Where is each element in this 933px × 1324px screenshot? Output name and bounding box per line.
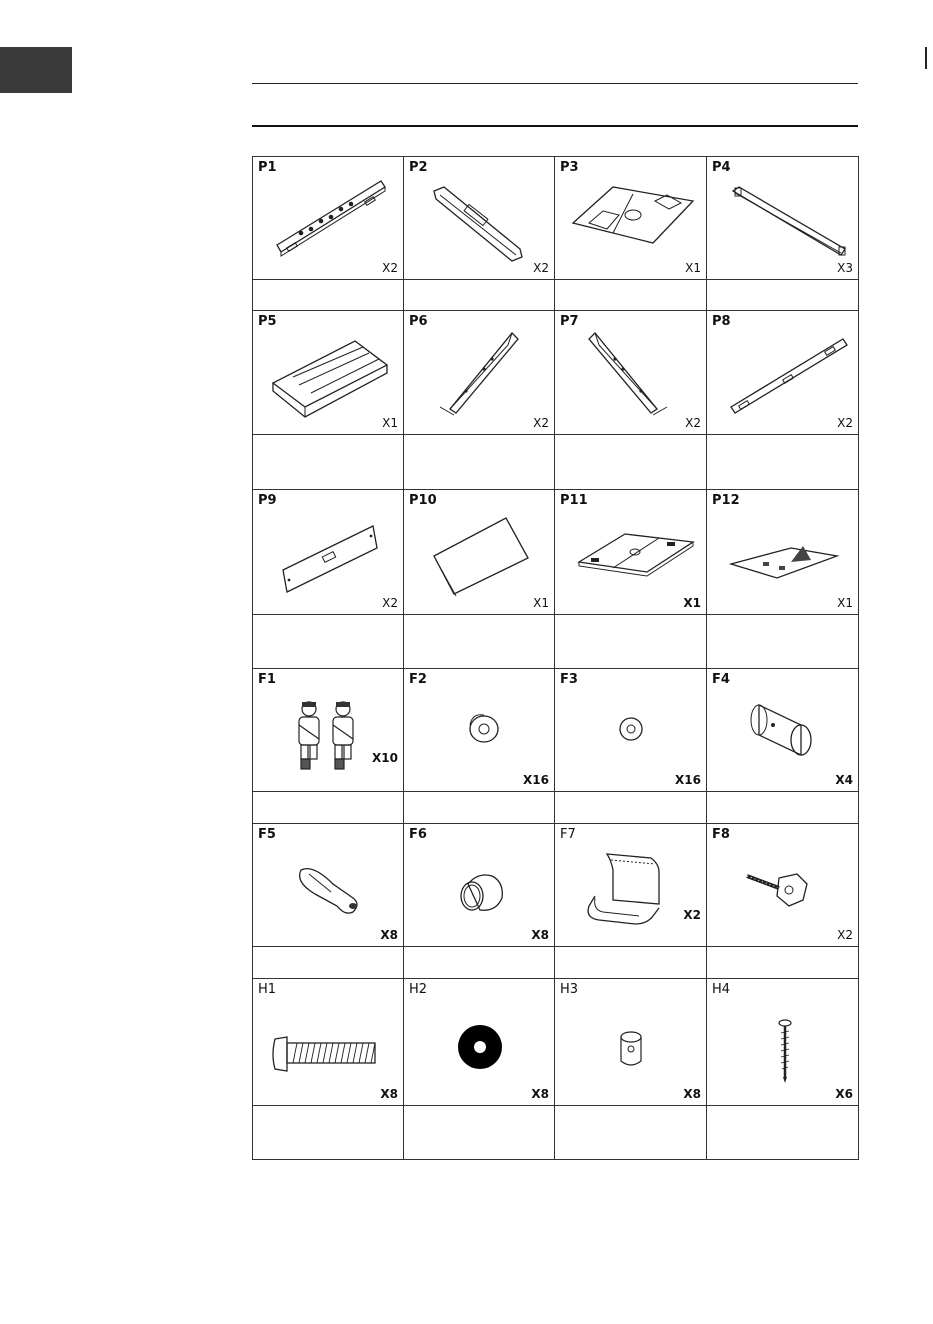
part-code: F3: [560, 672, 578, 687]
part-cell-p1: [253, 157, 404, 280]
part-cell-p2: [404, 157, 555, 280]
part-qty: X16: [523, 773, 549, 787]
part-cell-p4: [707, 157, 859, 280]
part-qty: X1: [683, 596, 701, 610]
name-row: [253, 615, 859, 669]
image-row: [253, 490, 859, 615]
part-code: P8: [712, 314, 731, 329]
part-qty: X2: [837, 416, 853, 430]
image-row: [253, 824, 859, 947]
part-cell-p12: [707, 490, 859, 615]
part-qty: X1: [837, 596, 853, 610]
part-code: P9: [258, 493, 277, 508]
name-row: [253, 947, 859, 979]
part-cell-h4: [707, 979, 859, 1106]
part-code: F8: [712, 827, 730, 842]
part-qty: X1: [382, 416, 398, 430]
part-name-cell: [555, 280, 707, 311]
name-row: [253, 435, 859, 490]
image-row: [253, 157, 859, 280]
part-qty: X2: [685, 416, 701, 430]
part-name-cell: [253, 792, 404, 824]
part-code: F7: [560, 827, 576, 842]
part-name-cell: [404, 1106, 555, 1160]
part-name-cell: [555, 615, 707, 669]
part-code: P12: [712, 493, 740, 508]
name-row: [253, 280, 859, 311]
part-name-cell: [707, 615, 859, 669]
part-code: H2: [409, 982, 428, 997]
part-code: H3: [560, 982, 579, 997]
part-cell-f5: [253, 824, 404, 947]
goal-box-icon: [555, 824, 707, 947]
part-name-cell: [555, 792, 707, 824]
part-cell-f4: [707, 669, 859, 792]
part-code: P10: [409, 493, 437, 508]
part-code: F4: [712, 672, 730, 687]
part-name-cell: [404, 792, 555, 824]
part-code: F2: [409, 672, 427, 687]
part-qty: X6: [835, 1087, 853, 1101]
part-qty: X4: [835, 773, 853, 787]
part-qty: X10: [372, 751, 398, 765]
part-cell-h1: [253, 979, 404, 1106]
part-name-cell: [404, 947, 555, 979]
parts-table: [252, 156, 859, 1160]
part-cell-p9: [253, 490, 404, 615]
part-qty: X8: [380, 928, 398, 942]
part-code: H4: [712, 982, 731, 997]
part-name-cell: [253, 1106, 404, 1160]
part-name-cell: [707, 435, 859, 490]
part-code: P1: [258, 160, 277, 175]
part-qty: X1: [685, 261, 701, 275]
part-name-cell: [404, 435, 555, 490]
part-code: P6: [409, 314, 428, 329]
margin-mark: [925, 47, 927, 69]
part-name-cell: [253, 947, 404, 979]
part-code: F6: [409, 827, 427, 842]
player-figures-icon: [253, 669, 404, 792]
part-cell-f8: [707, 824, 859, 947]
part-name-cell: [555, 435, 707, 490]
image-row: [253, 669, 859, 792]
part-qty: X2: [382, 261, 398, 275]
image-row: [253, 979, 859, 1106]
part-qty: X16: [675, 773, 701, 787]
part-qty: X2: [533, 261, 549, 275]
part-cell-f3: [555, 669, 707, 792]
part-cell-f6: [404, 824, 555, 947]
part-name-cell: [253, 615, 404, 669]
part-qty: X2: [382, 596, 398, 610]
part-qty: X3: [837, 261, 853, 275]
part-qty: X8: [380, 1087, 398, 1101]
part-code: H1: [258, 982, 277, 997]
part-name-cell: [253, 435, 404, 490]
part-name-cell: [253, 280, 404, 311]
part-cell-h3: [555, 979, 707, 1106]
part-cell-f7: [555, 824, 707, 947]
part-qty: X2: [533, 416, 549, 430]
image-row: [253, 311, 859, 435]
part-name-cell: [707, 280, 859, 311]
name-row: [253, 792, 859, 824]
part-code: P11: [560, 493, 588, 508]
part-cell-f1: [253, 669, 404, 792]
part-name-cell: [404, 280, 555, 311]
part-name-cell: [555, 1106, 707, 1160]
part-code: P2: [409, 160, 428, 175]
part-code: F1: [258, 672, 276, 687]
part-qty: X8: [531, 928, 549, 942]
part-qty: X2: [837, 928, 853, 942]
name-row: [253, 1106, 859, 1160]
header-rule-top: [252, 83, 858, 84]
part-qty: X8: [531, 1087, 549, 1101]
part-qty: X2: [683, 908, 701, 922]
part-cell-p11: [555, 490, 707, 615]
part-cell-p6: [404, 311, 555, 435]
part-code: P4: [712, 160, 731, 175]
part-cell-p7: [555, 311, 707, 435]
part-qty: X1: [533, 596, 549, 610]
part-code: P3: [560, 160, 579, 175]
part-cell-p5: [253, 311, 404, 435]
part-cell-h2: [404, 979, 555, 1106]
part-cell-f2: [404, 669, 555, 792]
part-qty: X8: [683, 1087, 701, 1101]
part-name-cell: [555, 947, 707, 979]
part-name-cell: [707, 1106, 859, 1160]
part-cell-p10: [404, 490, 555, 615]
part-code: P5: [258, 314, 277, 329]
section-tab: [0, 47, 72, 93]
part-code: P7: [560, 314, 579, 329]
part-code: F5: [258, 827, 276, 842]
part-name-cell: [707, 792, 859, 824]
part-cell-p3: [555, 157, 707, 280]
part-cell-p8: [707, 311, 859, 435]
part-name-cell: [707, 947, 859, 979]
header-rule-bottom: [252, 125, 858, 127]
part-name-cell: [404, 615, 555, 669]
